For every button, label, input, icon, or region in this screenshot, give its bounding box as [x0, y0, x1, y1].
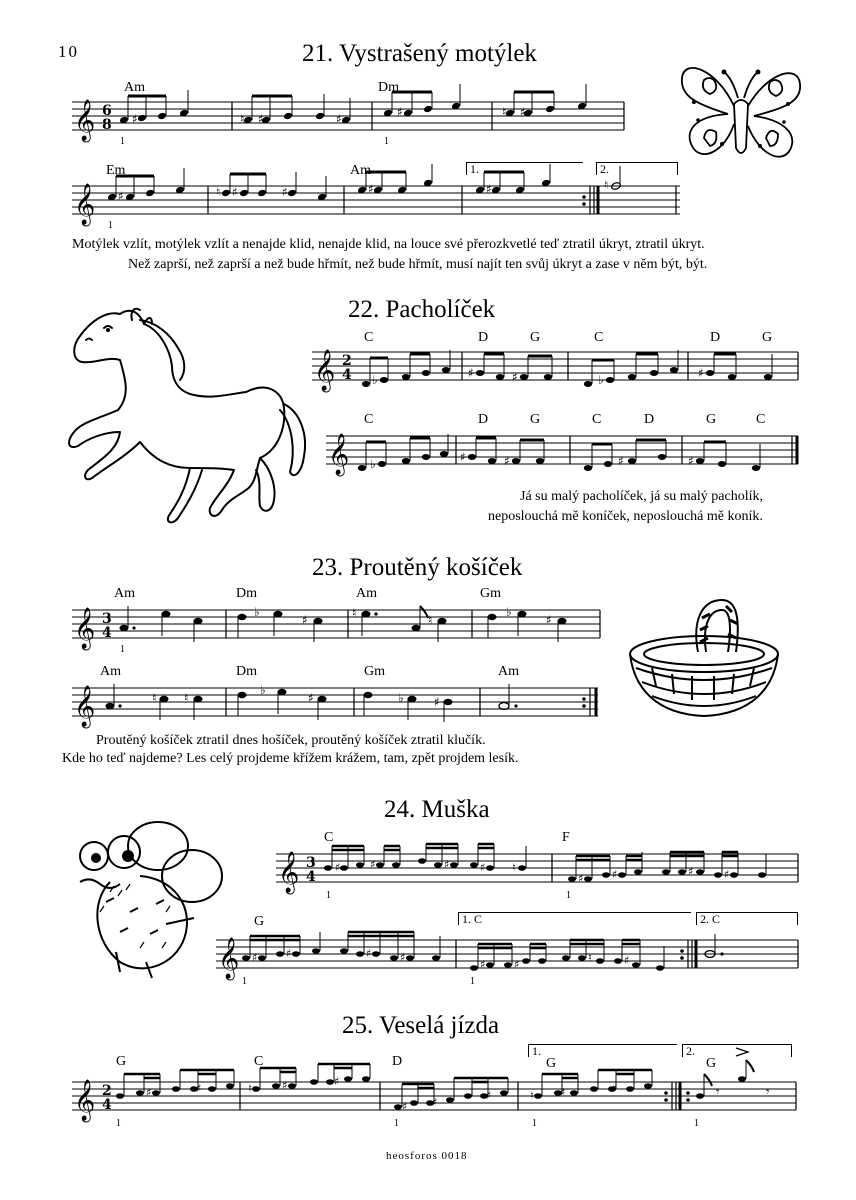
svg-text:♯: ♯	[258, 112, 264, 126]
chord: Am	[114, 586, 135, 601]
svg-text:♭: ♭	[260, 683, 266, 697]
svg-text:♯: ♯	[480, 958, 486, 971]
song-title-23: 23. Proutěný košíček	[312, 554, 523, 581]
chord: G	[530, 412, 541, 427]
svg-text:1: 1	[108, 220, 113, 231]
svg-text:♭: ♭	[254, 605, 260, 619]
svg-text:♯: ♯	[432, 1096, 438, 1109]
svg-text:𝄞: 𝄞	[278, 852, 300, 893]
chord: C	[592, 412, 602, 427]
chord: G	[530, 330, 541, 345]
volta-2: 2. C	[696, 912, 798, 925]
lyrics-line: Motýlek vzlít, motýlek vzlít a nenajde klid, nenajde klid, na louce své přerozkvetlé teď ztratil úkryt, ztratil úkryt.	[72, 237, 705, 252]
svg-text:♮: ♮	[248, 1082, 252, 1095]
svg-text:♮: ♮	[216, 185, 221, 199]
butterfly-illustration	[676, 58, 806, 174]
svg-text:♯: ♯	[698, 366, 704, 380]
svg-text:♮: ♮	[184, 691, 189, 705]
music-staff	[72, 682, 602, 732]
svg-text:♯: ♯	[366, 947, 372, 960]
svg-text:𝄞: 𝄞	[314, 350, 336, 391]
svg-text:♮: ♮	[152, 691, 157, 705]
svg-text:𝄞: 𝄞	[74, 686, 96, 727]
chord: D	[710, 330, 721, 345]
svg-text:♯: ♯	[286, 947, 292, 960]
chord: Gm	[364, 664, 385, 679]
svg-text:♯: ♯	[400, 951, 406, 964]
chord: Dm	[236, 664, 257, 679]
song-title-21: 21. Vystrašený motýlek	[302, 40, 537, 67]
svg-text:1: 1	[116, 1118, 121, 1129]
svg-text:♯: ♯	[724, 868, 730, 881]
music-staff	[72, 604, 604, 654]
volta-1: 1.	[528, 1044, 677, 1057]
svg-text:𝄞: 𝄞	[74, 608, 96, 649]
svg-text:♯: ♯	[512, 370, 518, 384]
svg-text:♮: ♮	[512, 861, 516, 874]
svg-text:♭: ♭	[506, 605, 512, 619]
svg-text:2: 2	[102, 1083, 112, 1099]
svg-text:1: 1	[384, 136, 389, 147]
chord: Em	[106, 163, 126, 178]
chord: C	[364, 330, 374, 345]
chord: Am	[498, 664, 519, 679]
svg-text:♯: ♯	[504, 454, 510, 468]
svg-text:4: 4	[102, 625, 112, 641]
svg-text:1: 1	[120, 136, 125, 147]
svg-text:1: 1	[566, 890, 571, 901]
chord: Am	[356, 586, 377, 601]
svg-text:♮: ♮	[604, 178, 609, 192]
music-staff	[276, 848, 802, 900]
svg-text:♯: ♯	[546, 613, 552, 627]
svg-text:𝄞: 𝄞	[74, 1080, 96, 1121]
svg-text:♯: ♯	[486, 1089, 492, 1102]
svg-text:♯: ♯	[402, 1100, 408, 1113]
chord: G	[762, 330, 773, 345]
svg-text:2: 2	[342, 353, 352, 369]
chord: Dm	[378, 80, 399, 95]
chord: C	[756, 412, 766, 427]
svg-text:♯: ♯	[618, 454, 624, 468]
svg-text:𝄞: 𝄞	[328, 434, 350, 475]
svg-text:♯: ♯	[520, 105, 526, 119]
svg-text:♯: ♯	[302, 613, 308, 627]
svg-text:♮: ♮	[502, 105, 507, 119]
svg-text:1: 1	[326, 890, 331, 901]
lyrics-line: Než zaprší, než zaprší a než bude hřmít, než bude hřmít, musí najít ten svůj úkryt a zase v něm být, být.	[128, 257, 708, 272]
svg-text:♭: ♭	[398, 691, 404, 705]
svg-text:♭: ♭	[372, 373, 378, 387]
svg-text:♯: ♯	[232, 185, 238, 199]
svg-text:♯: ♯	[252, 951, 258, 964]
svg-text:♯: ♯	[118, 189, 124, 203]
page-number: 10	[58, 42, 79, 61]
chord: Gm	[480, 586, 501, 601]
chord: D	[644, 412, 655, 427]
svg-text:♯: ♯	[397, 105, 403, 119]
svg-text:♯: ♯	[578, 872, 584, 885]
basket-illustration	[622, 596, 784, 726]
svg-text:1: 1	[394, 1118, 399, 1129]
music-staff	[72, 180, 684, 230]
chord: D	[392, 1054, 403, 1069]
chord: C	[324, 830, 334, 845]
lyrics-line: neposlouchá mě koníček, neposlouchá mě koník.	[488, 509, 763, 524]
svg-text:♮: ♮	[428, 613, 433, 627]
volta-1: 1.	[466, 162, 583, 175]
svg-text:𝄞: 𝄞	[218, 938, 240, 979]
chord: C	[254, 1054, 264, 1069]
chord: G	[706, 412, 717, 427]
svg-text:8: 8	[102, 117, 112, 133]
svg-text:1: 1	[242, 976, 247, 987]
svg-text:♯: ♯	[196, 1082, 202, 1095]
svg-text:♮: ♮	[530, 1089, 534, 1102]
chord: Dm	[236, 586, 257, 601]
chord: G	[546, 1056, 557, 1071]
svg-text:1: 1	[120, 644, 125, 655]
svg-text:♯: ♯	[688, 454, 694, 468]
song-title-25: 25. Veselá jízda	[342, 1012, 500, 1039]
svg-text:♯: ♯	[460, 450, 466, 464]
svg-text:♯: ♯	[146, 1086, 152, 1099]
svg-text:♯: ♯	[468, 366, 474, 380]
svg-text:♯: ♯	[688, 865, 694, 878]
music-staff	[216, 934, 802, 986]
lyrics-line: Proutěný košíček ztratil dnes hošíček, proutěný košíček ztratil klučík.	[96, 733, 486, 748]
svg-text:6: 6	[102, 103, 112, 119]
svg-text:♯: ♯	[282, 185, 288, 199]
svg-text:𝄾: 𝄾	[716, 1085, 720, 1100]
chord: G	[116, 1054, 127, 1069]
chord: G	[706, 1056, 717, 1071]
svg-text:♭: ♭	[598, 373, 604, 387]
chord: Am	[124, 80, 145, 95]
svg-text:𝄞: 𝄞	[74, 100, 96, 141]
svg-text:4: 4	[306, 869, 316, 885]
chord: C	[364, 412, 374, 427]
fly-illustration	[70, 812, 230, 982]
svg-text:3: 3	[102, 611, 112, 627]
song-title-24: 24. Muška	[384, 796, 490, 823]
chord: D	[478, 330, 489, 345]
music-staff	[72, 96, 628, 146]
volta-2: 2.	[596, 162, 678, 175]
horse-illustration	[60, 300, 320, 528]
svg-text:♮: ♮	[588, 951, 592, 964]
svg-text:♯: ♯	[368, 182, 374, 196]
svg-text:♯: ♯	[486, 182, 492, 196]
svg-text:♯: ♯	[132, 112, 138, 126]
svg-text:4: 4	[342, 367, 352, 383]
chord: D	[478, 412, 489, 427]
svg-text:♮: ♮	[240, 112, 245, 126]
music-staff	[72, 1076, 800, 1128]
svg-text:4: 4	[102, 1097, 112, 1113]
music-staff	[326, 430, 802, 480]
svg-text:♯: ♯	[282, 1079, 288, 1092]
svg-text:♯: ♯	[334, 1075, 340, 1088]
music-staff	[312, 346, 802, 396]
svg-text:1: 1	[694, 1118, 699, 1129]
svg-text:♯: ♯	[624, 954, 630, 967]
chord: Am	[350, 163, 371, 178]
svg-text:♯: ♯	[335, 861, 341, 874]
volta-1: 1. C	[458, 912, 691, 925]
volta-2: 2.	[682, 1044, 792, 1057]
svg-text:♭: ♭	[370, 457, 376, 471]
chord: F	[562, 830, 570, 845]
svg-text:♮: ♮	[352, 606, 357, 620]
chord: G	[254, 914, 265, 929]
song-title-22: 22. Pacholíček	[348, 296, 496, 323]
lyrics-line: Já su malý pacholíček, já su malý pacholík,	[520, 489, 763, 504]
svg-text:♯: ♯	[514, 958, 520, 971]
svg-text:♯: ♯	[434, 695, 440, 709]
svg-text:♯: ♯	[612, 1082, 618, 1095]
footer-credit: heosforos 0018	[386, 1150, 468, 1162]
svg-text:1: 1	[532, 1118, 537, 1129]
svg-text:♯: ♯	[336, 112, 342, 126]
chord: C	[594, 330, 604, 345]
svg-text:♯: ♯	[560, 1086, 566, 1099]
svg-text:♯: ♯	[370, 858, 376, 871]
svg-text:♯: ♯	[444, 858, 450, 871]
svg-text:𝄾: 𝄾	[766, 1085, 770, 1100]
chord: Am	[100, 664, 121, 679]
svg-text:3: 3	[306, 855, 316, 871]
lyrics-line: Kde ho teď najdeme? Les celý projdeme křížem krážem, tam, zpět projdem lesík.	[62, 751, 519, 766]
svg-text:♯: ♯	[308, 691, 314, 705]
svg-text:𝄞: 𝄞	[74, 184, 96, 225]
svg-text:1: 1	[470, 976, 475, 987]
svg-text:♯: ♯	[480, 861, 486, 874]
svg-text:♯: ♯	[612, 868, 618, 881]
